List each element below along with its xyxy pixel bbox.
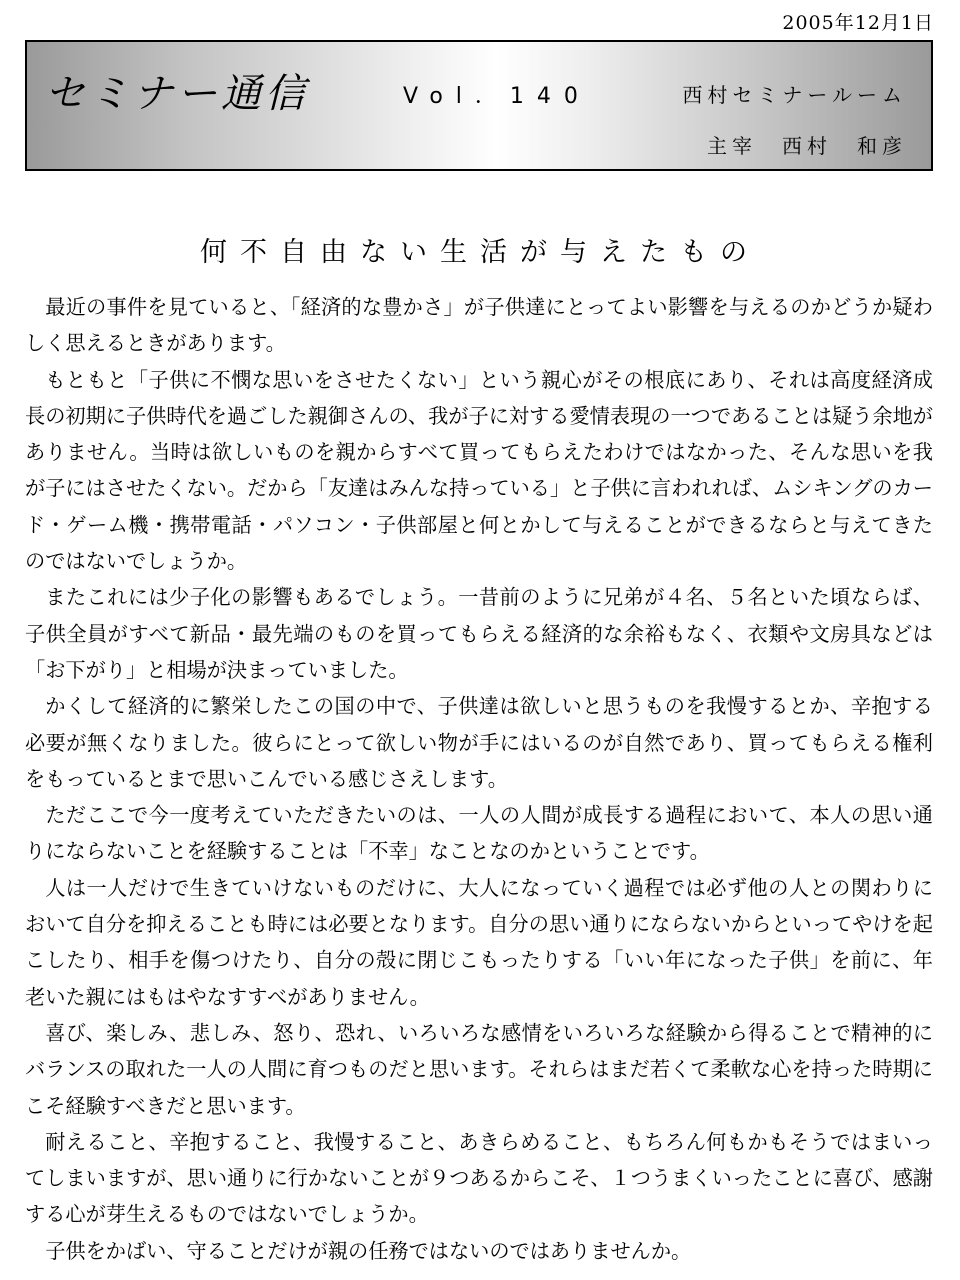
paragraph: 子供をかばい、守ることだけが親の任務ではないのではありませんか。 bbox=[45, 1238, 692, 1263]
paragraph: ただここで今一度考えていただきたいのは、一人の人間が成長する過程において、本人の思い通りにならないことを経験することは「不幸」なことなのかということです。 bbox=[25, 803, 933, 864]
editor-name: 主宰 西村 和彦 bbox=[707, 134, 907, 158]
paragraph: 人は一人だけで生きていけないものだけに、大人になっていく過程では必ず他の人との関わりにおいて自分を抑えることも時には必要となります。自分の思い通りにならないからといってやけを起こしたり、相手を傷つけたり、自分の殻に閉じこもったりする「いい年になった子供」を前に、年老いた親にはもはやなすすべがありません。 bbox=[25, 875, 933, 1009]
paragraph: 耐えること、辛抱すること、我慢すること、あきらめること、もちろん何もかもそうではまいってしまいますが、思い通りに行かないことが９つあるからこそ、１つうまくいったことに喜び、感謝する心が芽生えるものではないでしょうか。 bbox=[25, 1129, 933, 1227]
paragraph: 最近の事件を見ていると、「経済的な豊かさ」が子供達にとってよい影響を与えるのかどうか疑わしく思えるときがあります。 bbox=[25, 295, 933, 356]
organization-name: 西村セミナールーム bbox=[682, 83, 907, 107]
paragraph: かくして経済的に繁栄したこの国の中で、子供達は欲しいと思うものを我慢するとか、辛抱する必要が無くなりました。彼らにとって欲しい物が手にはいるのが自然であり、買ってもらえる権利をもっているとまで思いこんでいる感じさえします。 bbox=[25, 694, 933, 791]
issue-date: 2005年12月1日 bbox=[782, 12, 934, 34]
paragraph: またこれには少子化の影響もあるでしょう。一昔前のように兄弟が４名、５名といた頃ならば、子供全員がすべて新品・最先端のものを買ってもらえる経済的な余裕もなく、衣類や文房具などは「お下がり」と相場が決まっていました。 bbox=[25, 585, 933, 682]
article-title: 何不自由ない生活が与えたもの bbox=[200, 237, 760, 268]
paragraph: 喜び、楽しみ、悲しみ、怒り、恐れ、いろいろな感情をいろいろな経験から得ることで精神的にバランスの取れた一人の人間に育つものだと思います。それらはまだ若くて柔軟な心を持った時期にこそ経験すべきだと思います。 bbox=[25, 1020, 933, 1118]
paragraph: もともと「子供に不憫な思いをさせたくない」という親心がその根底にあり、それは高度経済成長の初期に子供時代を過ごした親御さんの、我が子に対する愛情表現の一つであることは疑う余地がありません。当時は欲しいものを親からすべて買ってもらえたわけではなかった、そんな思いを我が子にはさせたくない。だから「友達はみんな持っている」と子供に言われれば、ムシキングのカード・ゲーム機・携帯電話・パソコン・子供部屋と何とかして与えることができるならと与えてきたのではないでしょうか。 bbox=[25, 367, 933, 574]
masthead-title: セミナー通信 bbox=[45, 71, 309, 117]
volume-number: Vol．140 bbox=[403, 84, 591, 109]
newsletter-header bbox=[25, 40, 933, 171]
article-body bbox=[25, 289, 933, 1269]
